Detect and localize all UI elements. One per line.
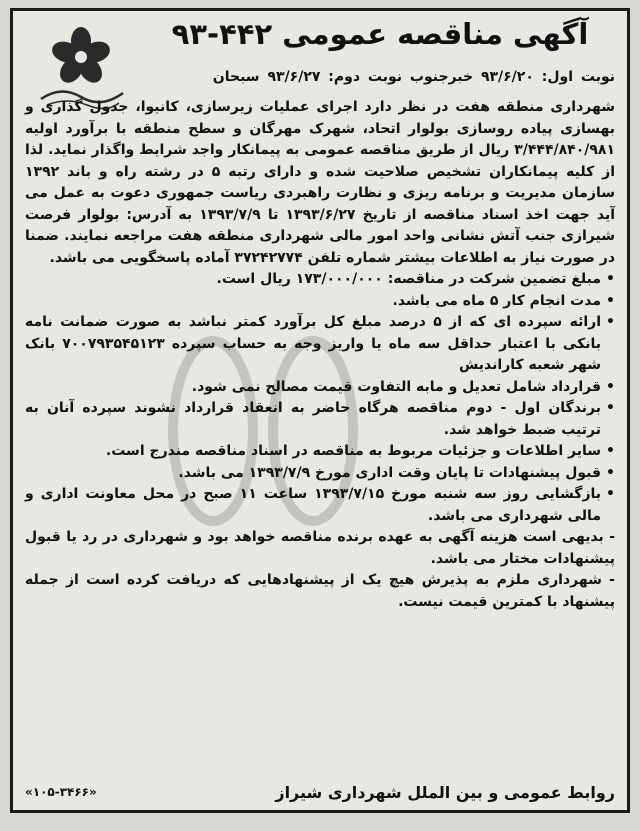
list-item: • مبلغ تضمین شرکت در مناقصه: ۱۷۳/۰۰۰/۰۰۰ ریال است. xyxy=(25,269,615,291)
intro-paragraph: شهرداری منطقه هفت در نظر دارد اجرای عملیات زیرسازی، کانیوا، جدول گذاری و بهسازی پیاده روسازی بولوار اتحاد، شهرک مهرگان و سطح منطقه با برآورد اولیه ۳/۴۴۴/۸۴۰/۹۸۱ ریال از طریق مناقصه عمومی به پیمانکار واجد شرایط واگذار نماید. لذا از کلیه پیمانکاران تشخیص صلاحیت شده و دارای رتبه ۵ در رشته راه و باند ۱۳۹۲ سازمان مدیریت و برنامه ریزی و نظارت راهبردی ریاست جمهوری دعوت به عمل می آید جهت اخذ اسناد مناقصه از تاریخ ۱۳۹۳/۶/۲۷ تا ۱۳۹۳/۷/۹ به آدرس: بولوار فرصت شیرازی جنب آتش نشانی واحد امور مالی شهرداری منطقه هفت مراجعه نمایند. ضمنا در صورت نیاز به اطلاعات بیشتر شماره تلفن ۳۷۲۴۲۷۷۴ آماده پاسخگویی می باشد. xyxy=(25,99,616,266)
publication-schedule: نوبت اول: ۹۳/۶/۲۰ خبرجنوب نوبت دوم: ۹۳/۶/۲۷ سبحان xyxy=(212,69,615,85)
notice-body xyxy=(25,97,615,613)
list-item: • برندگان اول - دوم مناقصه هرگاه حاضر به انعقاد قرارداد نشوند سپرده آنان به ترتیب ضبط خواهد شد. xyxy=(25,398,615,441)
list-item: • ارائه سپرده ای که از ۵ درصد مبلغ کل برآورد کمتر نباشد به صورت ضمانت نامه بانکی با اعتبار حداقل سه ماه یا واریز وجه به حساب سپرده ۷۰۰۷۹۳۵۴۵۱۲۳ بانک شهر شعبه کاراندیش xyxy=(25,312,615,377)
footer-code: «۱۰۵-۳۴۶۶» xyxy=(25,785,97,799)
list-item: • سایر اطلاعات و جزئیات مربوط به مناقصه در اسناد مناقصه مندرج است. xyxy=(25,441,615,463)
list-item: • قرارداد شامل تعدیل و مابه التفاوت قیمت مصالح نمی شود. xyxy=(25,377,615,399)
list-item: • بازگشایی روز سه شنبه مورخ ۱۳۹۳/۷/۱۵ ساعت ۱۱ صبح در محل معاونت اداری و مالی شهرداری می باشد. xyxy=(25,484,615,527)
footer-organization: روابط عمومی و بین الملل شهرداری شیراز xyxy=(275,782,615,802)
conditions-list xyxy=(25,269,615,613)
list-item: • مدت انجام کار ۵ ماه می باشد. xyxy=(25,291,615,313)
note-item: - بدیهی است هزینه آگهی به عهده برنده مناقصه خواهد بود و شهرداری در رد یا قبول پیشنهادات مختار می باشد. xyxy=(25,529,615,567)
notice-footer xyxy=(25,780,615,804)
notice-header xyxy=(13,11,627,111)
tender-notice xyxy=(10,8,630,813)
notice-title: آگهی مناقصه عمومی ۴۴۲-۹۳ xyxy=(171,17,589,51)
list-item: • قبول پیشنهادات تا پایان وقت اداری مورخ ۱۳۹۳/۷/۹ می باشد. xyxy=(25,463,615,485)
note-item: - شهرداری ملزم به پذیرش هیچ یک از پیشنهادهایی که دریافت کرده است از جمله پیشنهاد با کمترین قیمت نیست. xyxy=(25,572,615,610)
